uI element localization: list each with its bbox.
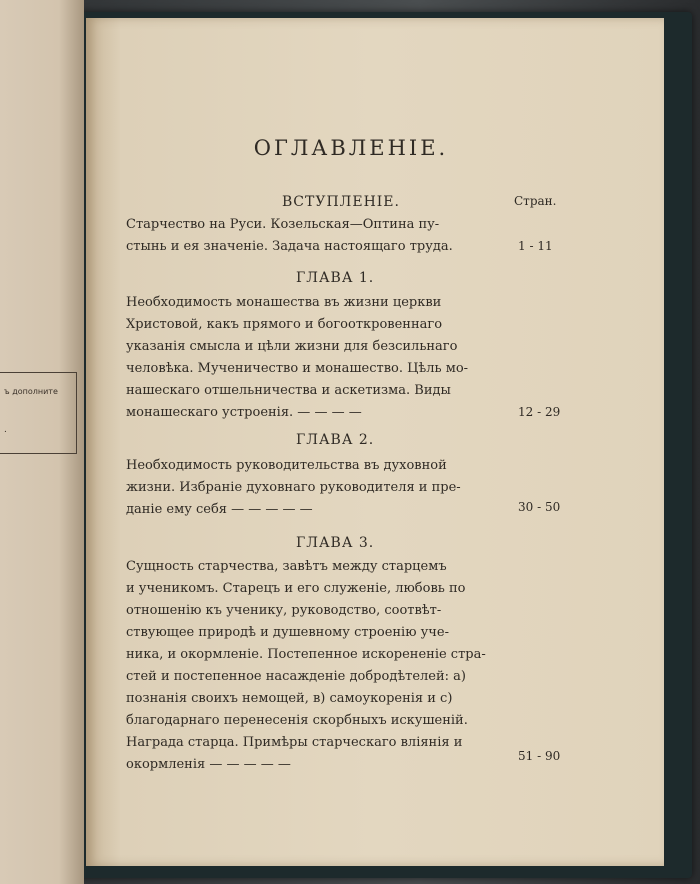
toc-line: нашескаго отшельничества и аскетизма. Виды: [126, 383, 451, 398]
toc-line: человѣка. Мученичество и монашество. Цѣль мо-: [126, 361, 469, 376]
left-page: [0, 0, 84, 884]
toc-line: отношенію къ ученику, руководство, соотвѣт-: [126, 603, 442, 618]
section-heading-introduction: ВСТУПЛЕНІЕ.: [282, 194, 400, 210]
section-heading-chapter-2: ГЛАВА 2.: [296, 432, 375, 448]
toc-line: указанія смысла и цѣли жизни для безсильнаго: [126, 339, 458, 354]
page-range: 1 - 11: [518, 239, 553, 253]
page-range: 12 - 29: [518, 405, 561, 419]
stamp-mark: .: [4, 425, 7, 435]
toc-line: окормленія — — — — —: [126, 757, 291, 772]
toc-line: познанія своихъ немощей, в) самоукоренія и с): [126, 691, 453, 706]
toc-line: монашескаго устроенія. — — — —: [126, 405, 362, 420]
toc-line: и ученикомъ. Старецъ и его служеніе, любовь по: [126, 581, 466, 596]
library-stamp: [0, 372, 77, 454]
section-heading-chapter-1: ГЛАВА 1.: [296, 270, 375, 286]
toc-line: Старчество на Руси. Козельская—Оптина пу-: [126, 217, 440, 232]
page-title: ОГЛАВЛЕНІЕ.: [253, 136, 449, 160]
stamp-text: ъ дополните: [4, 387, 58, 396]
section-heading-chapter-3: ГЛАВА 3.: [296, 535, 375, 551]
toc-line: ника, и окормленіе. Постепенное искорененіе стра-: [126, 647, 486, 662]
toc-line: жизни. Избраніе духовнаго руководителя и пре-: [126, 480, 461, 495]
toc-line: благодарнаго перенесенія скорбныхъ искушеній.: [126, 713, 468, 728]
page-range: 51 - 90: [518, 749, 561, 763]
toc-line: Награда старца. Примѣры старческаго вліянія и: [126, 735, 463, 750]
table-of-contents-page: [86, 18, 664, 866]
toc-line: Необходимость монашества въ жизни церкви: [126, 295, 442, 310]
toc-line: Христовой, какъ прямого и богооткровеннаго: [126, 317, 443, 332]
page-column-label: Стран.: [514, 194, 557, 208]
toc-line: даніе ему себя — — — — —: [126, 502, 313, 517]
toc-line: Необходимость руководительства въ духовной: [126, 458, 447, 473]
toc-line: стей и постепенное насажденіе добродѣтелей: а): [126, 669, 466, 684]
toc-line: Сущность старчества, завѣтъ между старцемъ: [126, 559, 447, 574]
toc-line: ствующее природѣ и душевному строенію уче-: [126, 625, 449, 640]
toc-line: стынь и ея значеніе. Задача настоящаго труда.: [126, 239, 453, 254]
page-range: 30 - 50: [518, 500, 561, 514]
